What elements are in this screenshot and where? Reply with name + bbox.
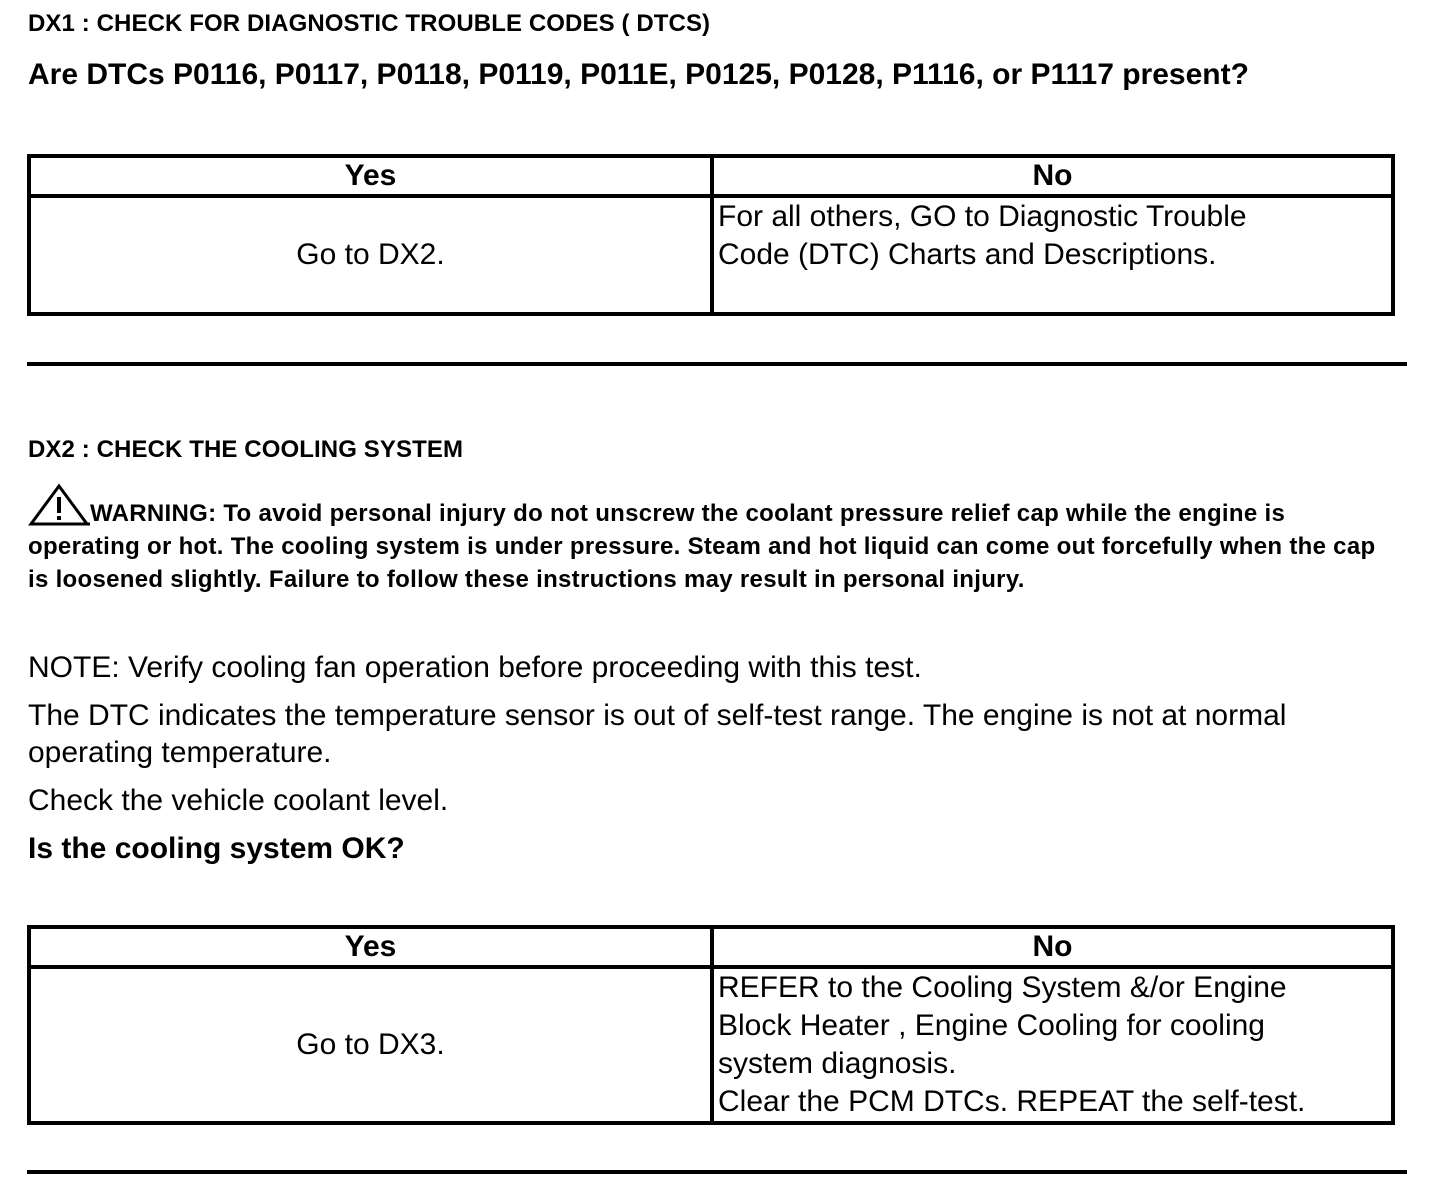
dx2-no-line: system diagnosis.	[718, 1047, 957, 1080]
dtc-explanation: The DTC indicates the temperature sensor is out of self-test range. The engine is not at normal operating temperature.	[28, 699, 1287, 769]
dx2-no-header: No	[712, 927, 1393, 967]
note-text: NOTE: Verify cooling fan operation before proceeding with this test.	[28, 651, 922, 684]
dx2-yes-cell: Go to DX3.	[29, 967, 712, 1123]
dx1-no-line: Code (DTC) Charts and Descriptions.	[718, 238, 1217, 271]
dx2-no-line: Block Heater , Engine Cooling for cooling	[718, 1009, 1265, 1042]
dx1-title: DX1 : CHECK FOR DIAGNOSTIC TROUBLE CODES ( DTCS)	[28, 10, 711, 37]
warning-block	[28, 483, 1398, 596]
warning-text: WARNING: To avoid personal injury do not unscrew the coolant pressure relief cap while the engine is operating or hot. The cooling system is under pressure. Steam and hot liquid can come out forcefully when the cap is loosened slightly. Failure to follow these instructions may result in personal injury.	[28, 500, 1376, 593]
dx1-table	[27, 154, 1395, 316]
dx2-table	[27, 925, 1395, 1125]
dx1-yes-header: Yes	[29, 156, 712, 196]
dx1-yes-cell: Go to DX2.	[29, 196, 712, 314]
section-divider	[27, 362, 1407, 366]
dx1-no-header: No	[712, 156, 1393, 196]
dx2-title: DX2 : CHECK THE COOLING SYSTEM	[28, 436, 464, 463]
dx2-question: Is the cooling system OK?	[28, 832, 405, 865]
dx2-no-line: Clear the PCM DTCs. REPEAT the self-test.	[718, 1085, 1306, 1118]
dx2-no-line: REFER to the Cooling System &/or Engine	[718, 971, 1287, 1004]
section-divider	[27, 1170, 1407, 1174]
dx1-no-line: For all others, GO to Diagnostic Trouble	[718, 200, 1247, 233]
warning-triangle-icon	[28, 483, 90, 527]
dx2-yes-header: Yes	[29, 927, 712, 967]
coolant-check-text: Check the vehicle coolant level.	[28, 784, 449, 817]
dx1-question: Are DTCs P0116, P0117, P0118, P0119, P011E, P0125, P0128, P1116, or P1117 present?	[28, 58, 1249, 91]
dx1-no-cell	[712, 196, 1393, 314]
dx2-no-cell	[712, 967, 1393, 1123]
